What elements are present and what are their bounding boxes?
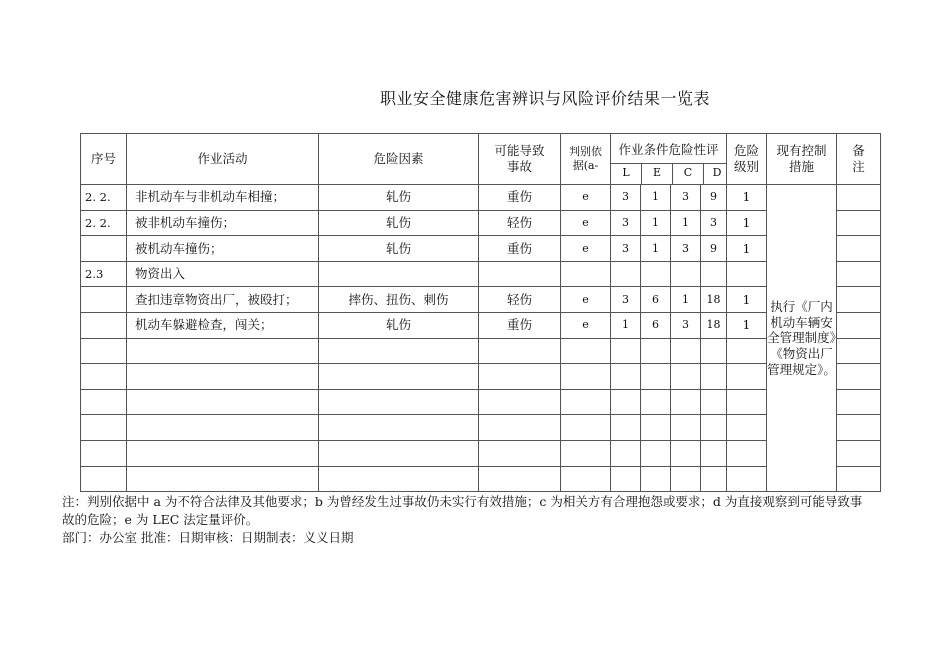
cell-remark	[837, 415, 881, 441]
cell-accident	[479, 466, 561, 492]
cell-c: 3	[671, 236, 701, 262]
header-level: 危险级别	[727, 134, 767, 185]
table-row	[81, 236, 881, 262]
cell-e	[641, 415, 671, 441]
cell-c: 3	[671, 185, 701, 211]
cell-factor	[319, 389, 479, 415]
header-remark: 备注	[837, 134, 881, 185]
cell-c	[671, 338, 701, 364]
cell-d	[701, 389, 727, 415]
header-accident: 可能导致事故	[479, 134, 561, 185]
cell-seq	[81, 440, 127, 466]
cell-seq	[81, 338, 127, 364]
cell-activity: 被非机动车撞伤；	[127, 210, 319, 236]
cell-c	[671, 364, 701, 390]
cell-basis	[561, 440, 611, 466]
cell-factor: 轧伤	[319, 210, 479, 236]
document-title: 职业安全健康危害辨识与风险评价结果一览表	[379, 89, 710, 108]
cell-factor	[319, 415, 479, 441]
table-row	[81, 210, 881, 236]
cell-basis: e	[561, 312, 611, 338]
cell-remark	[837, 338, 881, 364]
cell-e: 1	[641, 236, 671, 262]
cell-accident: 轻伤	[479, 210, 561, 236]
cell-activity	[127, 440, 319, 466]
cell-l: 3	[611, 210, 641, 236]
table-row	[81, 466, 881, 492]
cell-remark	[837, 236, 881, 262]
cell-d: 3	[701, 210, 727, 236]
cell-e: 6	[641, 287, 671, 313]
header-E: E	[652, 166, 662, 179]
cell-remark	[837, 364, 881, 390]
cell-c	[671, 389, 701, 415]
cell-activity	[127, 364, 319, 390]
table-row	[81, 261, 881, 287]
cell-accident: 重伤	[479, 236, 561, 262]
cell-level	[727, 466, 767, 492]
cell-seq: 2. 2.	[81, 185, 127, 211]
header-lec: 作业条件危险性评	[618, 142, 719, 157]
cell-factor	[319, 364, 479, 390]
cell-level: 1	[727, 185, 767, 211]
footer-sign: 部门：办公室 批准：日期审核：日期制表：义义日期	[62, 530, 354, 545]
cell-c: 3	[671, 312, 701, 338]
cell-factor	[319, 440, 479, 466]
header-control: 现有控制措施	[767, 134, 837, 185]
cell-d	[701, 261, 727, 287]
cell-l: 3	[611, 185, 641, 211]
cell-l: 3	[611, 236, 641, 262]
cell-accident	[479, 338, 561, 364]
cell-activity	[127, 389, 319, 415]
header-factor: 危险因素	[319, 134, 479, 185]
table-row	[81, 364, 881, 390]
table-row	[81, 338, 881, 364]
cell-level	[727, 338, 767, 364]
header-basis: 判别依据(a-	[561, 134, 611, 185]
cell-seq	[81, 415, 127, 441]
cell-seq	[81, 312, 127, 338]
cell-e	[641, 440, 671, 466]
cell-d	[701, 415, 727, 441]
table-row	[81, 312, 881, 338]
cell-seq	[81, 389, 127, 415]
cell-factor	[319, 261, 479, 287]
cell-d: 18	[701, 287, 727, 313]
cell-basis	[561, 466, 611, 492]
cell-l	[611, 440, 641, 466]
cell-c: 1	[671, 287, 701, 313]
cell-basis	[561, 415, 611, 441]
cell-activity: 机动车躲避检查，闯关；	[127, 312, 319, 338]
cell-basis	[561, 389, 611, 415]
cell-seq	[81, 236, 127, 262]
table-row	[81, 185, 881, 211]
table-row	[81, 287, 881, 313]
cell-basis: e	[561, 287, 611, 313]
cell-accident	[479, 389, 561, 415]
cell-basis	[561, 261, 611, 287]
cell-activity	[127, 415, 319, 441]
cell-l: 3	[611, 287, 641, 313]
cell-l	[611, 389, 641, 415]
risk-assessment-table	[80, 133, 881, 492]
header-C: C	[683, 166, 693, 179]
cell-accident: 重伤	[479, 312, 561, 338]
cell-e	[641, 466, 671, 492]
header-seq: 序号	[81, 134, 127, 185]
note-line-2: 故的危险；e 为 LEC 法定量评价。	[62, 512, 259, 527]
cell-c: 1	[671, 210, 701, 236]
cell-factor: 轧伤	[319, 185, 479, 211]
note-line-1: 注：判别依据中 a 为不符合法律及其他要求；b 为曾经发生过事故仍未实行有效措施；c 为相关方有合理抱怨或要求；d 为直接观察到可能导致事	[62, 494, 863, 509]
cell-seq: 2. 2.	[81, 210, 127, 236]
cell-level: 1	[727, 236, 767, 262]
cell-d	[701, 364, 727, 390]
cell-level: 1	[727, 287, 767, 313]
table-row	[81, 440, 881, 466]
cell-seq: 2.3	[81, 261, 127, 287]
cell-activity	[127, 338, 319, 364]
cell-activity: 物资出入	[127, 261, 319, 287]
cell-d	[701, 466, 727, 492]
header-L: L	[622, 166, 630, 179]
cell-level	[727, 415, 767, 441]
cell-e: 1	[641, 210, 671, 236]
cell-accident	[479, 415, 561, 441]
cell-activity	[127, 466, 319, 492]
cell-seq	[81, 466, 127, 492]
cell-d: 9	[701, 185, 727, 211]
cell-activity: 非机动车与非机动车相撞；	[127, 185, 319, 211]
cell-basis: e	[561, 185, 611, 211]
cell-accident	[479, 364, 561, 390]
cell-remark	[837, 287, 881, 313]
cell-level: 1	[727, 312, 767, 338]
cell-l	[611, 338, 641, 364]
cell-remark	[837, 312, 881, 338]
cell-d: 9	[701, 236, 727, 262]
cell-remark	[837, 261, 881, 287]
header-activity: 作业活动	[127, 134, 319, 185]
cell-accident	[479, 440, 561, 466]
cell-factor: 轧伤	[319, 312, 479, 338]
cell-c	[671, 440, 701, 466]
cell-remark	[837, 466, 881, 492]
cell-l	[611, 364, 641, 390]
cell-d	[701, 338, 727, 364]
cell-basis: e	[561, 210, 611, 236]
cell-level	[727, 389, 767, 415]
cell-e: 6	[641, 312, 671, 338]
cell-l	[611, 466, 641, 492]
cell-level	[727, 261, 767, 287]
cell-basis	[561, 364, 611, 390]
cell-level	[727, 440, 767, 466]
cell-l	[611, 261, 641, 287]
cell-activity: 查扣违章物资出厂，被殴打；	[127, 287, 319, 313]
cell-c	[671, 466, 701, 492]
cell-c	[671, 261, 701, 287]
notes	[62, 493, 922, 547]
cell-remark	[837, 185, 881, 211]
cell-seq	[81, 364, 127, 390]
cell-level	[727, 364, 767, 390]
header-D: D	[712, 166, 722, 179]
cell-factor	[319, 466, 479, 492]
cell-e	[641, 338, 671, 364]
cell-accident: 重伤	[479, 185, 561, 211]
cell-remark	[837, 389, 881, 415]
table-row	[81, 415, 881, 441]
cell-activity: 被机动车撞伤；	[127, 236, 319, 262]
cell-e: 1	[641, 185, 671, 211]
cell-d	[701, 440, 727, 466]
header-row	[81, 134, 881, 185]
cell-seq	[81, 287, 127, 313]
cell-accident	[479, 261, 561, 287]
table-row	[81, 389, 881, 415]
cell-remark	[837, 210, 881, 236]
cell-factor: 摔伤、扭伤、刺伤	[319, 287, 479, 313]
cell-e	[641, 389, 671, 415]
cell-l	[611, 415, 641, 441]
cell-factor: 轧伤	[319, 236, 479, 262]
cell-basis: e	[561, 236, 611, 262]
cell-factor	[319, 338, 479, 364]
cell-remark	[837, 440, 881, 466]
cell-level: 1	[727, 210, 767, 236]
cell-accident: 轻伤	[479, 287, 561, 313]
cell-e	[641, 364, 671, 390]
header-lec-group	[611, 134, 727, 185]
cell-basis	[561, 338, 611, 364]
cell-e	[641, 261, 671, 287]
cell-d: 18	[701, 312, 727, 338]
cell-c	[671, 415, 701, 441]
control-measure: 执行《厂内机动车辆安全管理制度》《物资出厂管理规定》。	[767, 185, 837, 492]
cell-l: 1	[611, 312, 641, 338]
